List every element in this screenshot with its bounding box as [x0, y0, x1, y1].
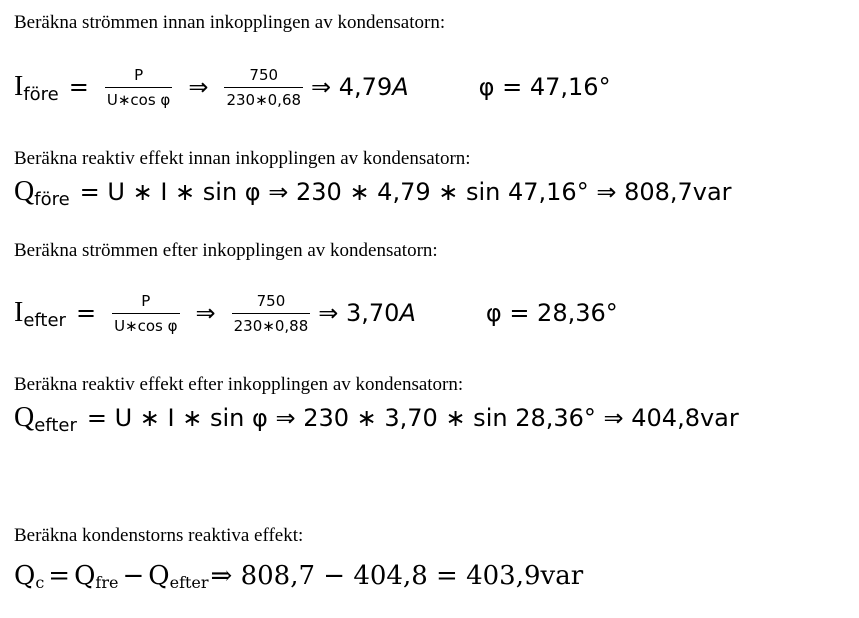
eq3-fraction-2 — [232, 292, 311, 335]
heading-current-after: Beräkna strömmen efter inkopplingen av kondensatorn: — [14, 240, 438, 261]
eq1-f1-num: P — [134, 65, 144, 84]
eq3-fraction-1 — [112, 292, 179, 335]
eq1-fraction-2 — [224, 66, 303, 109]
eq3-result: ⇒ 3,70 — [318, 299, 400, 327]
eq3-phi: φ = 28,36° — [485, 299, 618, 327]
eq3-equals: = — [75, 299, 97, 327]
eq1-f2-den: 230∗0,68 — [224, 87, 303, 109]
equation-reactive-before — [14, 172, 732, 212]
eq4-lhs-sub: efter — [34, 414, 77, 436]
eq4-lhs: Q — [14, 402, 35, 433]
equation-reactive-after — [14, 398, 739, 438]
equation-current-before — [14, 58, 611, 116]
eq1-f2-num: 750 — [249, 65, 279, 84]
eq1-fraction-1 — [105, 66, 172, 109]
eq5-q2: Q — [74, 561, 96, 591]
heading-current-before: Beräkna strömmen innan inkopplingen av kondensatorn: — [14, 12, 446, 33]
eq1-phi: φ = 47,16° — [478, 73, 611, 101]
eq3-f1-num: P — [141, 291, 151, 310]
eq1-lhs: I — [14, 71, 24, 102]
eq5-rhs: ⇒ 808,7 − 404,8 = 403,9var — [210, 561, 584, 591]
eq1-arrow: ⇒ — [188, 73, 209, 101]
eq1-f1-den: U∗cos φ — [105, 87, 172, 109]
eq3-f1-den: U∗cos φ — [112, 313, 179, 335]
equation-capacitor-reactive — [14, 556, 583, 596]
heading-reactive-after: Beräkna reaktiv effekt efter inkopplingen av kondensatorn: — [14, 374, 464, 395]
eq2-rhs: = U ∗ I ∗ sin φ ⇒ 230 ∗ 4,79 ∗ sin 47,16° ⇒ 808,7var — [79, 178, 732, 206]
eq2-lhs: Q — [14, 176, 35, 207]
eq5-q3-sub: efter — [169, 572, 209, 592]
eq2-lhs-sub: före — [34, 188, 70, 210]
eq1-result: ⇒ 4,79 — [311, 73, 393, 101]
eq5-q3: Q — [148, 561, 170, 591]
heading-reactive-before: Beräkna reaktiv effekt innan inkopplingen av kondensatorn: — [14, 148, 471, 169]
eq3-arrow: ⇒ — [195, 299, 216, 327]
eq3-unit: A — [399, 299, 416, 327]
eq1-lhs-sub: före — [23, 83, 59, 105]
eq5-q1: Q — [14, 561, 36, 591]
eq3-lhs: I — [14, 297, 24, 328]
eq3-lhs-sub: efter — [23, 309, 66, 331]
eq3-f2-den: 230∗0,88 — [232, 313, 311, 335]
equation-current-after — [14, 284, 618, 342]
eq5-equals: = — [48, 561, 71, 591]
eq1-unit: A — [392, 73, 409, 101]
eq4-rhs: = U ∗ I ∗ sin φ ⇒ 230 ∗ 3,70 ∗ sin 28,36° ⇒ 404,8var — [86, 404, 739, 432]
eq3-f2-num: 750 — [256, 291, 286, 310]
eq5-q1-sub: c — [35, 572, 45, 592]
eq1-equals: = — [68, 73, 89, 101]
eq5-q2-sub: fre — [95, 572, 119, 592]
eq5-minus: − — [122, 561, 145, 591]
heading-capacitor-reactive: Beräkna kondenstorns reaktiva effekt: — [14, 525, 304, 546]
